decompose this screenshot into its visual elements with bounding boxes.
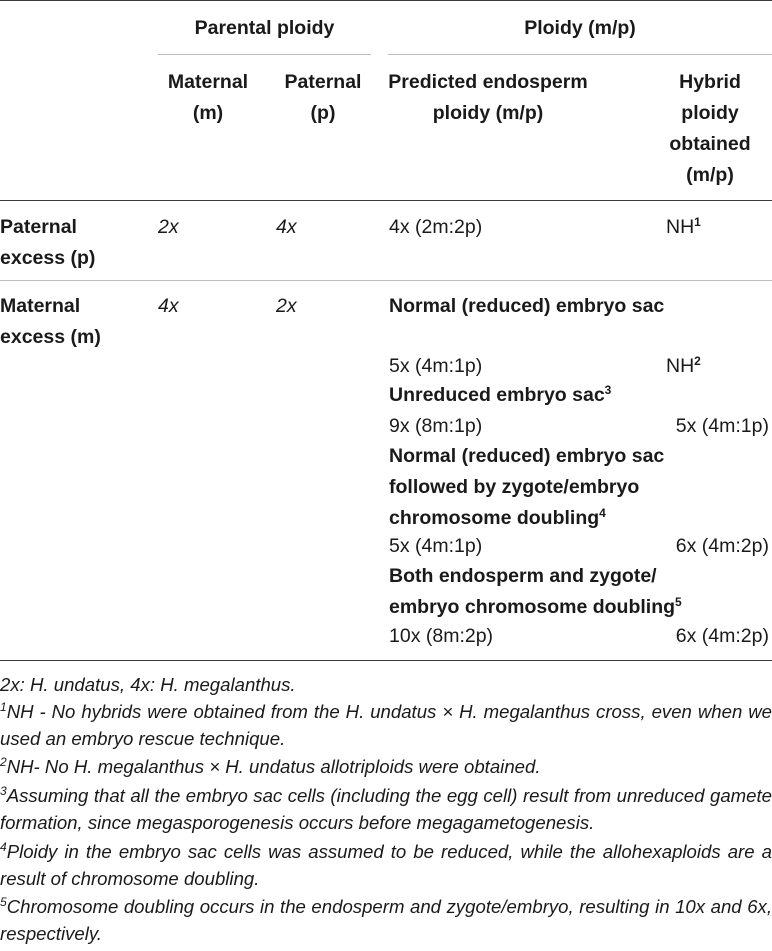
footnote-2: $^2$NH- No H. megalanthus × H. undatus allotriploids were obtained. (0, 755, 541, 777)
table-bottom-rule (0, 660, 772, 661)
cell-predicted: 5x (4m:1p) (389, 535, 483, 557)
header-ploidy-mp: Ploidy (m/p) (524, 17, 636, 39)
top-rule (0, 0, 772, 1)
cell-hybrid: 5x (4m:1p) (675, 415, 769, 437)
cell-maternal: 2x (158, 216, 179, 238)
section-title-normal-embryo-sac: Normal (reduced) embryo sac (389, 295, 665, 317)
header-predicted-endosperm: Predicted endosperm ploidy (m/p) (388, 71, 588, 124)
cell-paternal: 4x (276, 216, 297, 238)
section-title-both-doubling: Both endosperm and zygote/ embryo chromosome doubling$^5$ (389, 565, 682, 618)
cell-hybrid: $NH^2$ (666, 354, 701, 377)
footnote-4: $^4$Ploidy in the embryo sac cells was assumed to be reduced, while the allohexaploids are a result of chromosome doubling. (0, 840, 772, 889)
footnote-5: $^5$Chromosome doubling occurs in the endosperm and zygote/embryo, resulting in 10x and 6x, respectively. (0, 895, 772, 944)
cell-hybrid: 6x (4m:2p) (675, 535, 769, 557)
footnote-legend: 2x: H. undatus, 4x: H. megalanthus. (0, 674, 296, 695)
ploidy-group-underline (388, 54, 772, 55)
row-label-paternal-excess: Paternal excess (p) (0, 216, 96, 269)
parental-group-underline (158, 54, 371, 55)
section-title-unreduced-embryo-sac: Unreduced embryo sac$^3$ (389, 383, 612, 406)
header-hybrid-ploidy: Hybrid ploidy obtained (m/p) (669, 71, 751, 186)
row-separator (0, 280, 772, 281)
footnote-3: $^3$Assuming that all the embryo sac cells (including the egg cell) result from unreduced gamete formation, since megasporogenesis occurs before megagametogenesis. (0, 784, 772, 833)
header-maternal: Maternal (m) (167, 71, 249, 124)
cell-predicted: 4x (2m:2p) (389, 216, 483, 238)
cell-predicted: 5x (4m:1p) (389, 355, 483, 377)
cell-hybrid: 6x (4m:2p) (675, 625, 769, 647)
cell-paternal: 2x (276, 295, 297, 317)
footnote-1: $^1$NH - No hybrids were obtained from the H. undatus × H. megalanthus cross, even when we used an embryo rescue technique. (0, 700, 772, 749)
cell-hybrid: $NH^1$ (666, 215, 701, 238)
header-parental-ploidy: Parental ploidy (194, 17, 335, 39)
cell-predicted: 9x (8m:1p) (389, 415, 483, 437)
header-paternal: Paternal (p) (284, 71, 362, 124)
header-bottom-rule (0, 200, 772, 201)
cell-predicted: 10x (8m:2p) (389, 625, 494, 647)
cell-maternal: 4x (158, 295, 179, 317)
row-label-maternal-excess: Maternal excess (m) (0, 295, 101, 348)
section-title-chromosome-doubling: Normal (reduced) embryo sac followed by zygote/embryo chromosome doubling$^4$ (389, 445, 665, 529)
